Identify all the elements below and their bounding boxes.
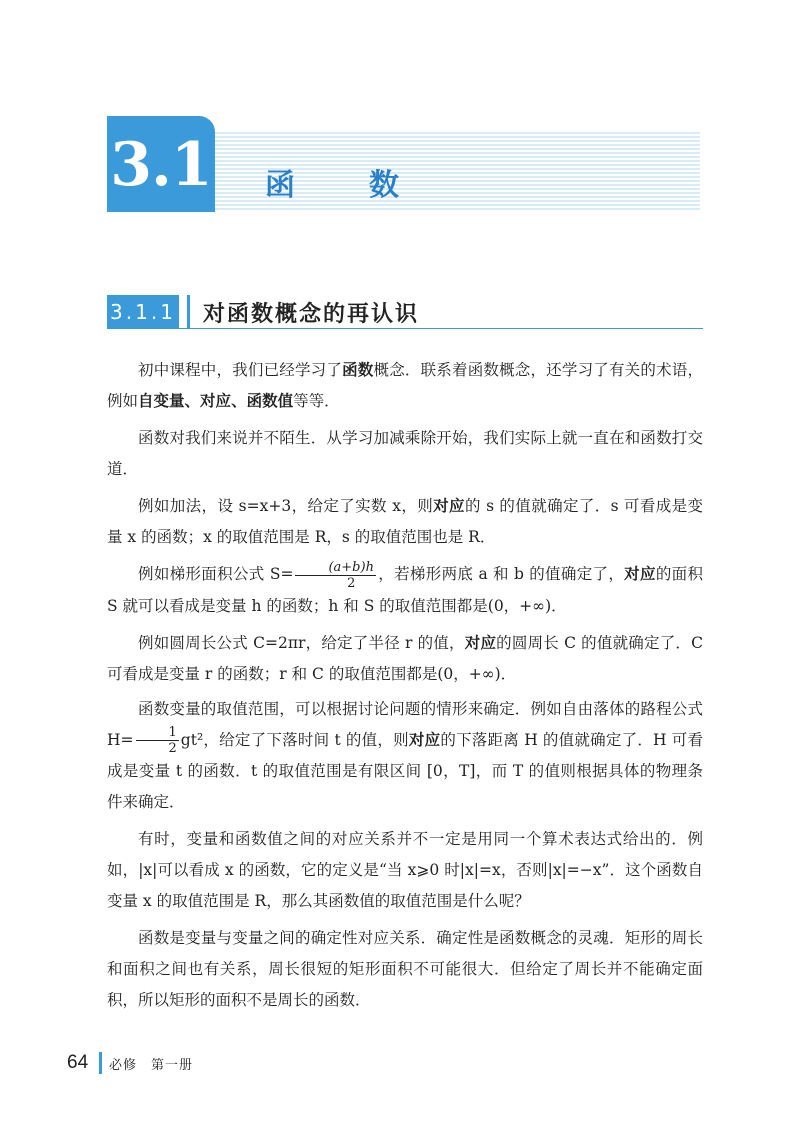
bold-term: 自变量 [138,392,185,410]
paragraph-1 [107,355,703,417]
bold-term: 对应 [408,730,441,749]
text-run: 的面积 S 就可以看成是变量 h 的函数；h 和 S 的取值范围都是(0，+∞)． [107,565,703,615]
bold-term: 对应 [433,497,465,515]
fraction-numerator: (a+b)h [295,560,375,576]
paragraph-2: 函数对我们来说并不陌生．从学习加减乘除开始，我们实际上就一直在和函数打交道． [107,429,703,478]
text-run: gt²，给定了下落时间 t 的值，则 [180,730,409,749]
bold-term: 、 [184,392,201,410]
chapter-title: 函 数 [265,168,421,203]
chapter-number-badge [107,116,215,212]
section-number: 3.1.1 [110,300,176,324]
chapter-number: 3.1 [110,130,212,200]
bold-term: 函数 [342,361,374,379]
section-title: 对函数概念的再认识 [203,302,420,327]
text-run: ，若梯形两底 a 和 b 的值确定了， [377,565,625,583]
section-underline [107,328,703,329]
section-divider [187,295,190,329]
bold-term: 对应 [464,633,497,652]
fraction-numerator: 1 [136,725,179,741]
paragraph-4 [107,559,703,622]
page-number: 64 [67,1052,89,1073]
paragraph-8: 函数是变量与变量之间的确定性对应关系．确定性是函数概念的灵魂．矩形的周长和面积之间也有关系，周长很短的矩形面积不可能很大．但给定了周长并不能确定面积，所以矩形的面积不是周长的函数． [107,929,703,1009]
fraction-denominator: 2 [168,741,177,756]
text-run: 例如圆周长公式 C=2πr，给定了半径 r 的值， [138,633,465,652]
bold-term: 对应 [624,565,656,583]
bold-term: 对应 [200,392,232,410]
section-number-badge [107,295,179,329]
bold-term: 、 [231,392,247,410]
text-run: 等等． [293,392,340,410]
footer-divider [99,1052,102,1074]
body-text [107,355,703,1022]
bold-term: 函数值 [246,392,294,410]
paragraph-6 [107,694,703,819]
text-run: 的 s 的值就确定了．s 可看成是变量 x 的函数；x 的取值范围是 R，s 的取值范围也是 R． [107,497,703,546]
paragraph-5 [107,628,703,690]
fraction-denominator: 2 [347,575,356,591]
text-run: 例如加法，设 s=x+3，给定了实数 x，则 [138,497,434,515]
paragraph-3 [107,491,703,553]
fraction [136,725,179,756]
paragraph-7: 有时，变量和函数值之间的对应关系并不一定是用同一个算术表达式给出的．例如，|x|可以看成 x 的函数，它的定义是“当 x⩾0 时|x|=x，否则|x|=−x”．这个函数自变量 x 的取值范围是 R，那么其函数值的取值范围是什么呢？ [107,830,703,910]
fraction [295,560,375,591]
text-run: 初中课程中，我们已经学习了 [138,361,343,379]
text-run: 的下落距离 H 的值就确定了．H 可看成是变量 t 的函数．t 的取值范围是有限区间 [0，T]，而 T 的值则根据具体的物理条件来确定． [107,730,703,811]
text-run: 例如梯形面积公式 S= [138,565,294,583]
text-run: 的圆周长 C 的值就确定了．C 可看成是变量 r 的函数；r 和 C 的取值范围都是(0，+∞)． [107,633,703,683]
book-title: 必修 第一册 [109,1058,194,1073]
text-run: 函数变量的取值范围，可以根据讨论问题的情形来确定．例如自由落体的路程公式 H= [107,699,703,749]
text-run: 概念．联系着函数概念，还学习了有关的术语，例如 [107,361,703,410]
